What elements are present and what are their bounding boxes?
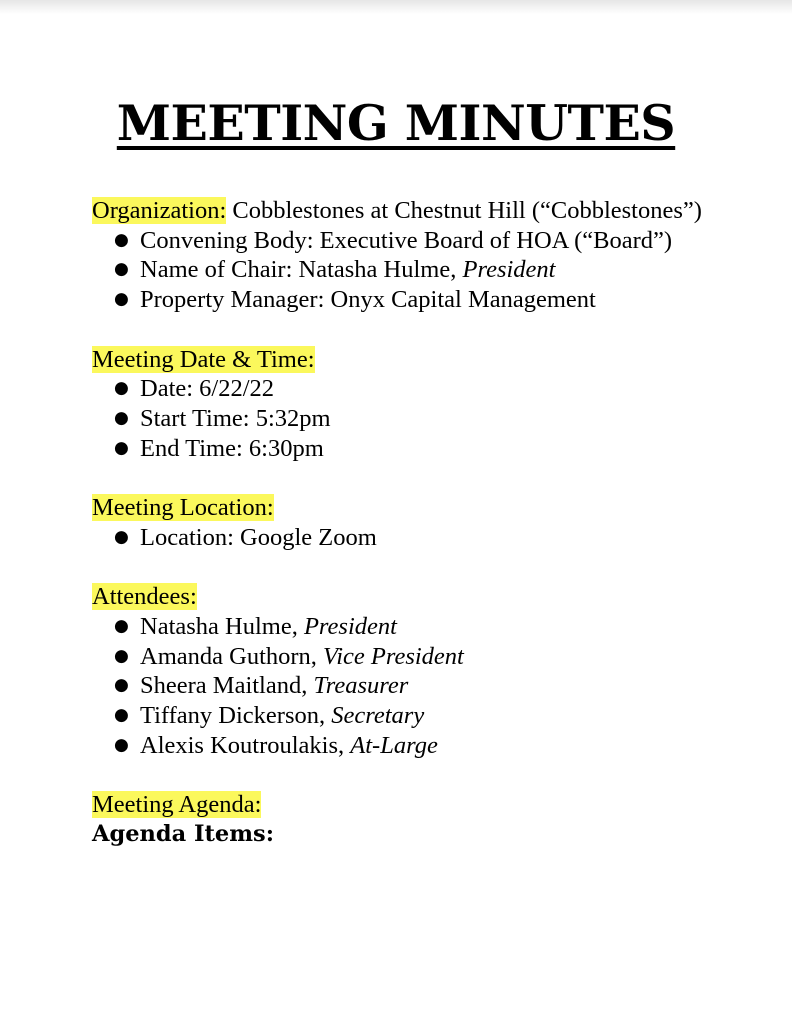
list-item: ● Natasha Hulme, President bbox=[140, 612, 732, 642]
list-item: ● Alexis Koutroulakis, At-Large bbox=[140, 731, 732, 761]
organization-value: Cobblestones at Chestnut Hill (“Cobblestones”) bbox=[226, 197, 702, 224]
list-item: ● Property Manager: Onyx Capital Management bbox=[140, 285, 732, 315]
location-list bbox=[92, 523, 732, 553]
datetime-section bbox=[92, 345, 732, 464]
list-item: ● Name of Chair: Natasha Hulme, President bbox=[140, 255, 732, 285]
attendees-label: Attendees: bbox=[92, 583, 197, 611]
list-item: ● Sheera Maitland, Treasurer bbox=[140, 671, 732, 701]
agenda-label: Meeting Agenda: bbox=[92, 791, 262, 818]
attendees-section bbox=[92, 582, 732, 760]
agenda-section bbox=[92, 790, 732, 849]
list-item: ● End Time: 6:30pm bbox=[140, 434, 732, 464]
list-item: ● Convening Body: Executive Board of HOA (“Board”) bbox=[140, 226, 732, 256]
datetime-list bbox=[92, 374, 732, 463]
document-title: MEETING MINUTES bbox=[116, 94, 676, 152]
list-item: ● Date: 6/22/22 bbox=[140, 374, 732, 404]
document-body bbox=[92, 196, 732, 879]
list-item: ● Start Time: 5:32pm bbox=[140, 404, 732, 434]
list-item: ● Location: Google Zoom bbox=[140, 523, 732, 553]
organization-section bbox=[92, 196, 732, 315]
attendees-list bbox=[92, 612, 732, 761]
list-item: ● Tiffany Dickerson, Secretary bbox=[140, 701, 732, 731]
location-label: Meeting Location: bbox=[92, 494, 274, 521]
agenda-items-heading: Agenda Items: bbox=[92, 820, 275, 847]
datetime-label: Meeting Date & Time: bbox=[92, 345, 315, 373]
location-section bbox=[92, 493, 732, 552]
organization-label: Organization: bbox=[92, 197, 227, 224]
list-item: ● Amanda Guthorn, Vice President bbox=[140, 642, 732, 672]
organization-list bbox=[92, 226, 732, 315]
